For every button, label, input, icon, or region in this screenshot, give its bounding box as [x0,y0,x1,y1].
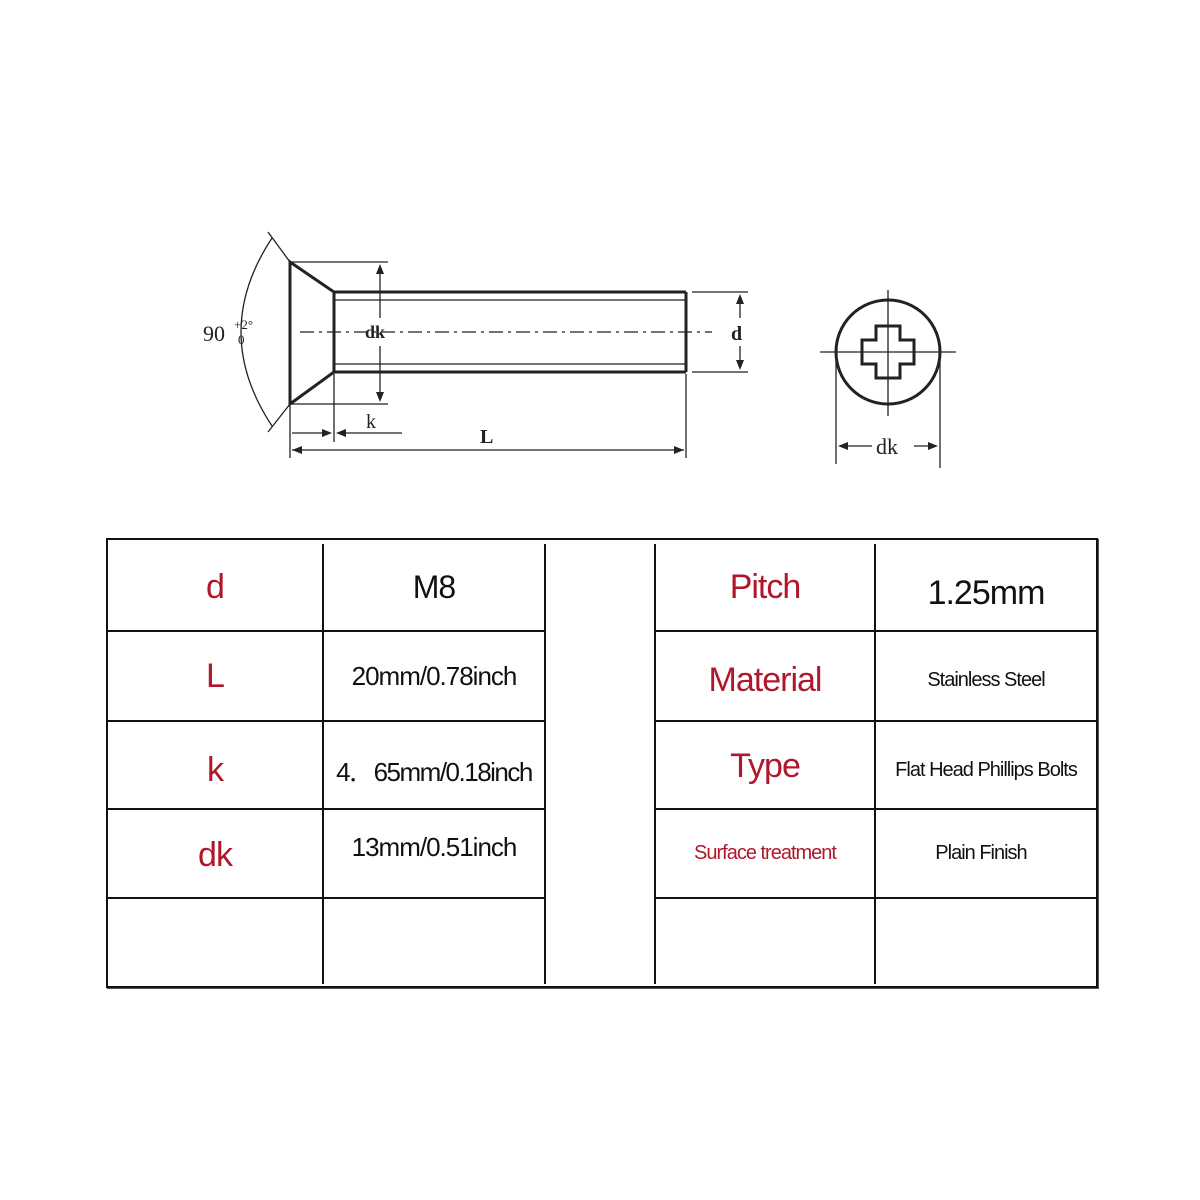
screw-top-view [820,290,956,468]
param-name-cell: Type [730,746,800,785]
angle-tolerance-lower: 0 [238,332,245,347]
spec-table [106,538,1098,988]
param-name-cell [108,899,322,984]
param-value-cell: 4．65mm/0.18inch [336,756,532,787]
L-label: L [480,426,494,448]
table-divider [544,544,546,984]
param-value-cell: Plain Finish [935,841,1027,864]
screw-side-view [203,232,748,458]
param-value-cell: 1.25mm [927,573,1045,612]
param-name-cell: k [207,750,223,789]
dk-side-label: dk [365,322,386,342]
table-divider [108,720,546,722]
param-name-cell: d [206,567,224,606]
param-value-cell: 20mm/0.78inch [351,660,517,691]
param-name-cell: Surface treatment [694,841,836,864]
angle-tolerance-upper: +2° [234,317,254,332]
param-value-cell: 13mm/0.51inch [351,831,517,862]
param-value-cell [876,899,1096,984]
param-value-cell: Flat Head Phillips Bolts [895,758,1077,781]
param-value-cell [324,899,544,984]
param-name-cell: Material [708,660,822,699]
param-name-cell [656,899,874,984]
param-name-cell: Pitch [729,567,801,606]
dk-top-label: dk [876,434,898,459]
param-value-cell: M8 [412,568,456,605]
angle-label: 90 [203,321,225,346]
param-value-cell: Stainless Steel [927,668,1045,691]
param-name-cell: dk [198,835,232,874]
d-label: d [731,323,743,345]
k-label: k [366,411,376,433]
param-name-cell: L [206,656,224,695]
screw-dimension-drawing [0,0,1200,520]
